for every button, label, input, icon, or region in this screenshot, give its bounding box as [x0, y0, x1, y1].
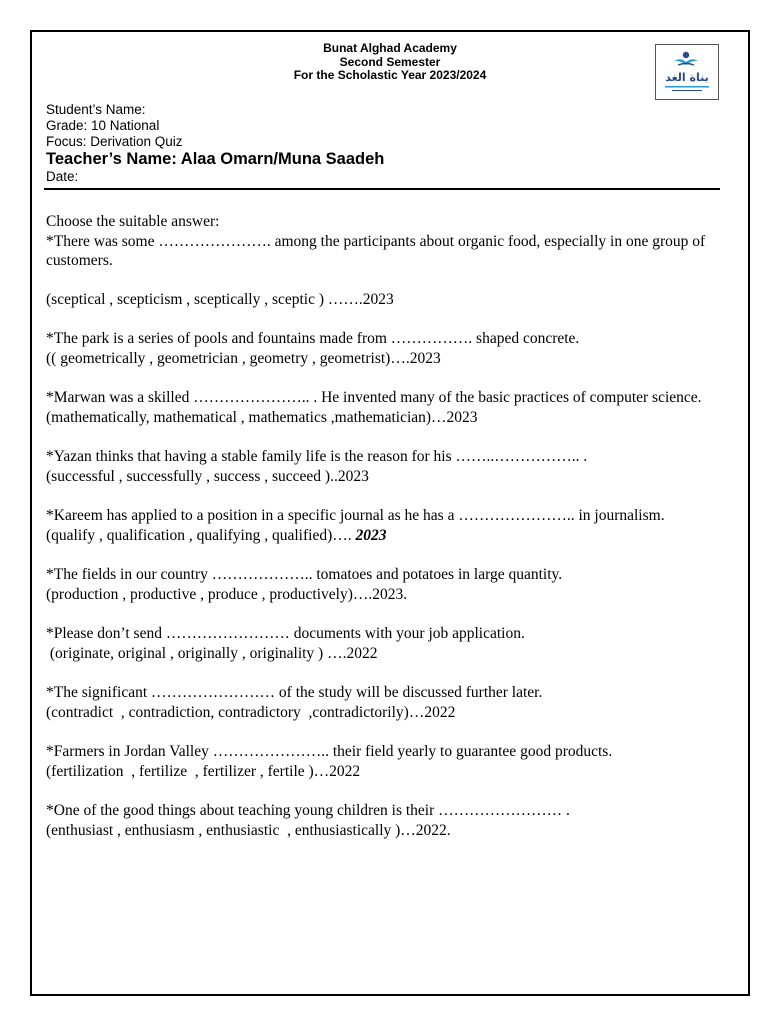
question-stem: *The fields in our country ……………….. tomatoes and potatoes in large quantity.: [46, 566, 563, 583]
question-6: [46, 565, 726, 604]
teacher-name: Teacher’s Name: Alaa Omarn/Muna Saadeh: [46, 150, 385, 168]
question-options: [46, 526, 726, 546]
question-5: [46, 506, 726, 545]
question-stem: *Yazan thinks that having a stable family life is the reason for his ……..…………….. .: [46, 448, 588, 465]
question-stem: *Please don’t send …………………… documents with your job application.: [46, 625, 525, 642]
question-stem: *There was some …………………. among the participants about organic food, especially in one group of customers.: [46, 232, 706, 269]
question-4: [46, 447, 726, 486]
school-logo-icon: [656, 45, 718, 99]
question-options: (( geometrically , geometrician , geometry , geometrist)….2023: [46, 349, 441, 367]
instruction-text: Choose the suitable answer:: [46, 213, 220, 230]
options-text: (qualify , qualification , qualifying , qualified)….: [46, 526, 356, 544]
date-label: Date:: [46, 169, 79, 184]
question-9: [46, 742, 726, 781]
question-2: [46, 329, 726, 368]
school-logo: [655, 44, 719, 100]
question-3: [46, 388, 726, 427]
school-name: Bunat Alghad Academy: [323, 41, 457, 55]
question-7: [46, 624, 726, 663]
scholastic-year: For the Scholastic Year 2023/2024: [293, 68, 487, 82]
student-info-block: [46, 102, 384, 185]
grade-label: Grade: 10 National: [46, 118, 160, 133]
semester-line: Second Semester: [339, 54, 441, 69]
question-10: [46, 801, 726, 840]
question-8: [46, 683, 726, 722]
question-options: (mathematically, mathematical , mathematics ,mathematician)…2023: [46, 408, 478, 426]
worksheet-page: [30, 30, 750, 996]
question-stem: *The park is a series of pools and fountains made from ……………. shaped concrete.: [46, 330, 580, 347]
question-options: (fertilization , fertilize , fertilizer , fertile )…2022: [46, 762, 361, 780]
question-options: (originate, original , originally , originality ) ….2022: [46, 644, 378, 662]
question-stem: *The significant …………………… of the study will be discussed further later.: [46, 684, 543, 701]
focus-label: Focus: Derivation Quiz: [46, 134, 183, 149]
question-stem: *Kareem has applied to a position in a specific journal as he has a ………………….. in journalism.: [46, 507, 665, 524]
question-stem: *One of the good things about teaching young children is their …………………… .: [46, 802, 570, 819]
document-header: [32, 42, 748, 83]
question-options: (production , productive , produce , productively)….2023.: [46, 585, 408, 603]
question-options: (sceptical , scepticism , sceptically , sceptic ) …….2023: [46, 290, 394, 308]
logo-text: بناة الغد: [665, 71, 709, 84]
student-name-label: Student’s Name:: [46, 102, 146, 117]
question-options: (contradict , contradiction, contradictory ,contradictorily)…2022: [46, 703, 456, 721]
question-options: (enthusiast , enthusiasm , enthusiastic , enthusiastically )…2022.: [46, 821, 451, 839]
quiz-body: [46, 212, 726, 860]
question-stem: *Farmers in Jordan Valley ………………….. their field yearly to guarantee good products.: [46, 743, 613, 760]
header-divider: [44, 188, 720, 190]
options-year: 2023: [355, 526, 387, 544]
question-stem: *Marwan was a skilled ………………….. . He invented many of the basic practices of computer science.: [46, 389, 702, 406]
question-options: (successful , successfully , success , succeed )..2023: [46, 467, 369, 485]
question-1: [46, 232, 726, 310]
